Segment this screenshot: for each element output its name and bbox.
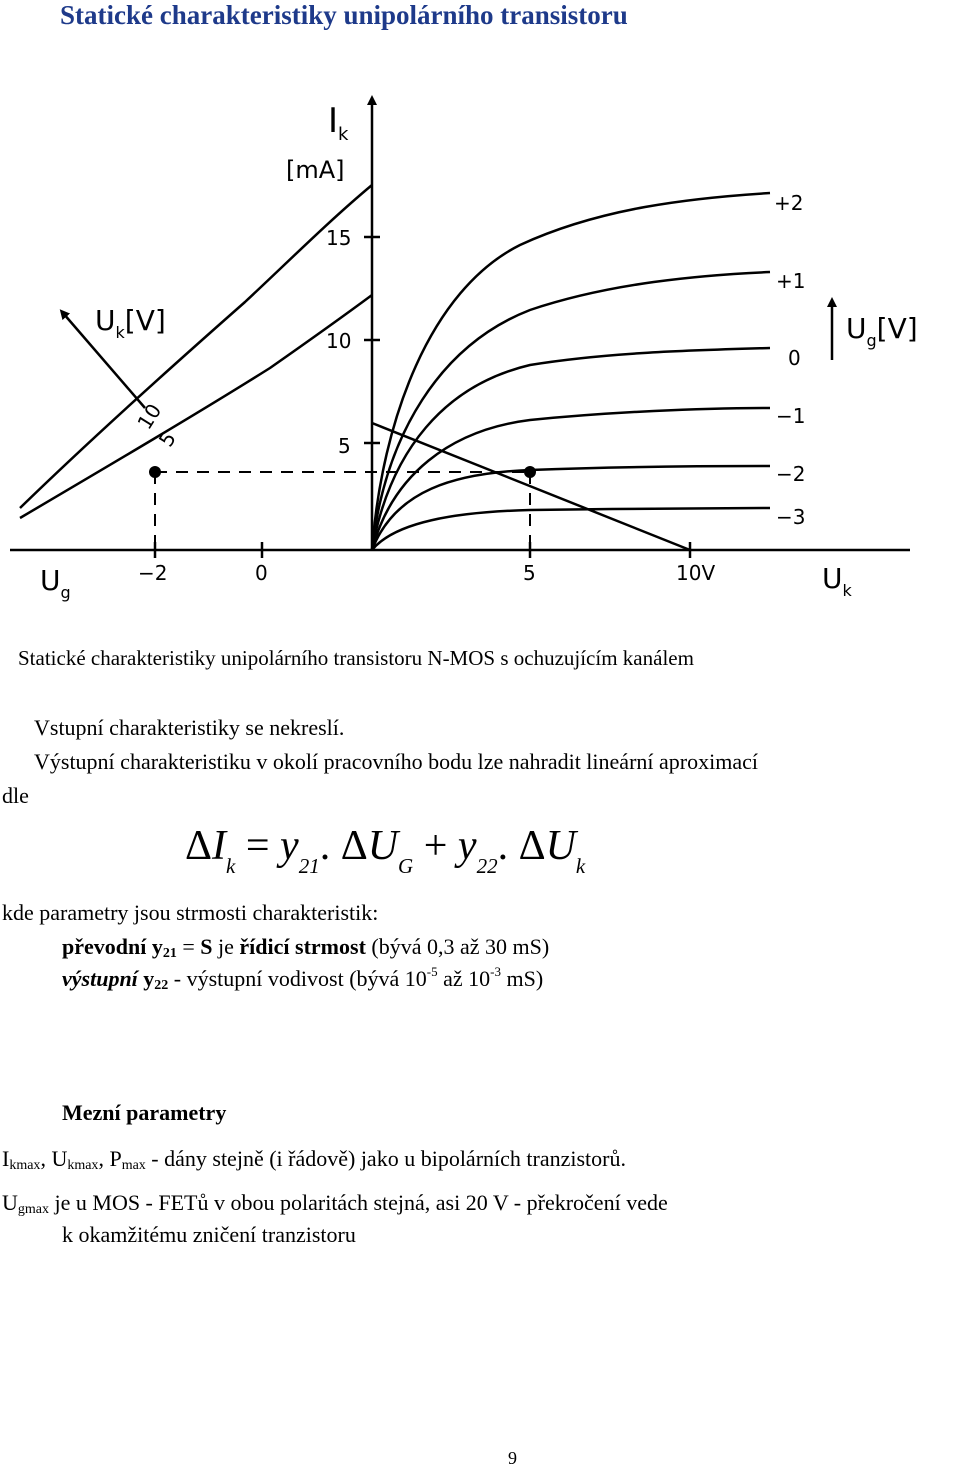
limits-line-3: k okamžitému zničení tranzistoru — [62, 1222, 356, 1247]
load-line — [372, 423, 690, 550]
paragraph-2-line-2: dle — [2, 783, 29, 808]
y-tick-label-10: 10 — [326, 329, 352, 353]
param-row-output: výstupní y22 - výstupní vodivost (bývá $10^{-5}$ až $10^{-3}$ mS) — [62, 964, 544, 993]
output-curve-plus2 — [372, 193, 770, 550]
x-tick-label-0: 0 — [255, 561, 268, 585]
transfer-label-5: 5 — [153, 427, 181, 451]
y-axis-label: $I_k$ — [328, 101, 349, 145]
paragraph-2-line-1: Výstupní charakteristiku v okolí pracovního bodu lze nahradit lineární aproximací — [34, 749, 758, 774]
curve-label-0: 0 — [788, 346, 801, 370]
curve-label-minus1: −1 — [776, 404, 806, 428]
output-curve-minus1 — [372, 408, 770, 550]
page-number: 9 — [508, 1448, 517, 1468]
mosfet-characteristics-diagram — [0, 90, 960, 620]
paragraph-1: Vstupní charakteristiky se nekreslí. — [34, 715, 345, 740]
linear-approximation-formula: $\Delta I_k = y_{21}$. $\Delta U_G + y_{22}$. $\Delta U_k$ — [185, 823, 586, 878]
limits-line-1: Ikmax, Ukmax, Pmax - dány stejně (i řádově) jako u bipolárních tranzistorů. — [2, 1146, 626, 1173]
curve-label-plus2: +2 — [774, 191, 804, 215]
y-tick-label-15: 15 — [326, 226, 352, 250]
x-tick-label-10: 10V — [676, 561, 716, 585]
param-row-transfer: převodní y21 = S je řídicí strmost (bývá 0,3 až 30 mS) — [62, 934, 550, 961]
gate-axis-label: $U_g$ — [40, 564, 71, 602]
transfer-curve-10 — [20, 185, 372, 508]
transfer-label-10: 10 — [132, 399, 167, 434]
curve-label-minus3: −3 — [776, 505, 806, 529]
limits-line-2: Ugmax je u MOS - FETů v obou polaritách stejná, asi 20 V - překročení vede — [2, 1190, 668, 1217]
y-axis-unit: [mA] — [286, 156, 345, 184]
working-point-gate — [149, 466, 161, 478]
figure-caption: Statické charakteristiky unipolárního transistoru N-MOS s ochuzujícím kanálem — [18, 646, 694, 670]
curve-label-minus2: −2 — [776, 462, 806, 486]
gate-tick-label: −2 — [138, 561, 168, 585]
x-axis-label: $U_k$ — [822, 562, 852, 600]
transfer-curve-5 — [20, 295, 372, 518]
curve-label-plus1: +1 — [776, 269, 806, 293]
limits-heading: Mezní parametry — [62, 1100, 227, 1125]
params-intro: kde parametry jsou strmosti charakteristik: — [2, 900, 379, 925]
working-point-drain — [524, 466, 536, 478]
ug-label: $U_g[V]$ — [846, 312, 918, 350]
y-tick-label-5: 5 — [338, 434, 351, 458]
page-title: Statické charakteristiky unipolárního transistoru — [60, 0, 628, 30]
x-tick-label-5: 5 — [523, 561, 536, 585]
output-curve-minus3 — [372, 508, 770, 550]
uk-arrow-label: $U_k[V]$ — [95, 304, 166, 342]
